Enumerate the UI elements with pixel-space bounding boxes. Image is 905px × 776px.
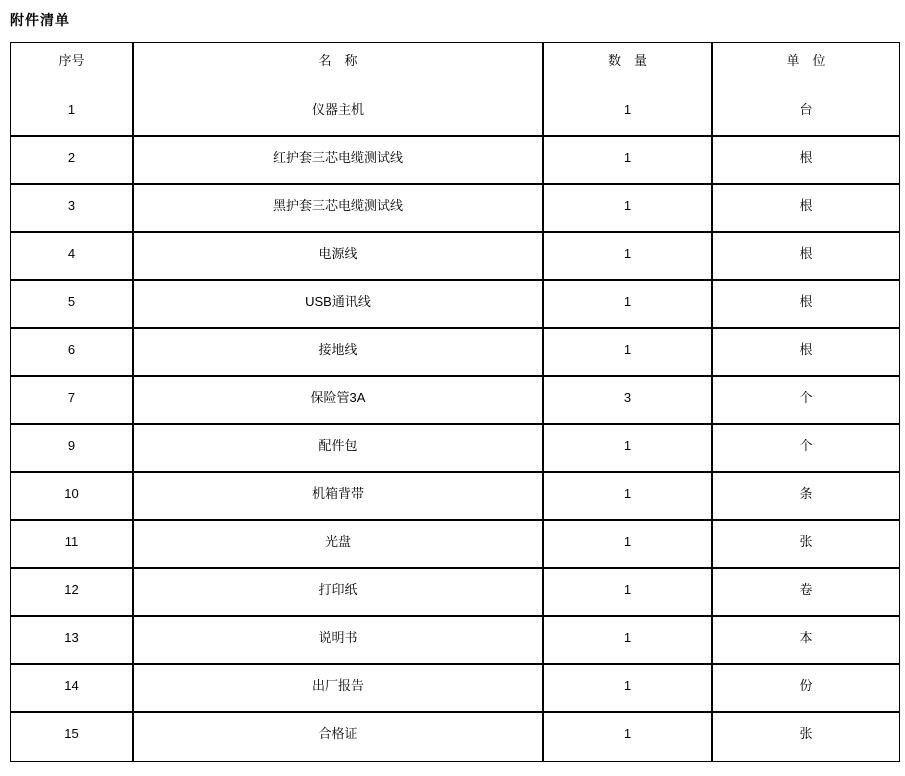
serial-cell: 14	[11, 665, 134, 713]
table-row	[11, 473, 899, 521]
unit-cell: 根	[713, 281, 899, 329]
unit-cell: 条	[713, 473, 899, 521]
serial-cell: 1	[11, 89, 134, 137]
serial-cell: 15	[11, 713, 134, 761]
unit-cell: 个	[713, 425, 899, 473]
table-row	[11, 377, 899, 425]
serial-cell: 2	[11, 137, 134, 185]
table-header-row	[11, 43, 899, 89]
unit-cell: 根	[713, 185, 899, 233]
table-row	[11, 425, 899, 473]
quantity-cell: 1	[544, 665, 713, 713]
table-row	[11, 569, 899, 617]
quantity-cell: 1	[544, 89, 713, 137]
unit-cell: 根	[713, 233, 899, 281]
table-row	[11, 521, 899, 569]
header-name: 名 称	[134, 43, 544, 89]
table-row	[11, 185, 899, 233]
name-cell: 仪器主机	[134, 89, 544, 137]
name-cell: 黑护套三芯电缆测试线	[134, 185, 544, 233]
quantity-cell: 3	[544, 377, 713, 425]
table-row	[11, 137, 899, 185]
name-cell: 光盘	[134, 521, 544, 569]
name-cell: 红护套三芯电缆测试线	[134, 137, 544, 185]
unit-cell: 根	[713, 329, 899, 377]
unit-cell: 份	[713, 665, 899, 713]
serial-cell: 3	[11, 185, 134, 233]
serial-cell: 11	[11, 521, 134, 569]
name-cell: USB通讯线	[134, 281, 544, 329]
serial-cell: 4	[11, 233, 134, 281]
quantity-cell: 1	[544, 137, 713, 185]
quantity-cell: 1	[544, 425, 713, 473]
unit-cell: 卷	[713, 569, 899, 617]
header-serial: 序号	[11, 43, 134, 89]
serial-cell: 5	[11, 281, 134, 329]
page-title: 附件清单	[10, 12, 70, 28]
name-cell: 出厂报告	[134, 665, 544, 713]
quantity-cell: 1	[544, 233, 713, 281]
name-cell: 说明书	[134, 617, 544, 665]
name-cell: 机箱背带	[134, 473, 544, 521]
quantity-cell: 1	[544, 713, 713, 761]
unit-cell: 张	[713, 521, 899, 569]
serial-cell: 12	[11, 569, 134, 617]
quantity-cell: 1	[544, 185, 713, 233]
table-row	[11, 665, 899, 713]
table-row	[11, 713, 899, 761]
table-row	[11, 329, 899, 377]
name-cell: 打印纸	[134, 569, 544, 617]
name-cell: 电源线	[134, 233, 544, 281]
table-row	[11, 233, 899, 281]
table-row	[11, 617, 899, 665]
serial-cell: 10	[11, 473, 134, 521]
unit-cell: 个	[713, 377, 899, 425]
name-cell: 接地线	[134, 329, 544, 377]
serial-cell: 6	[11, 329, 134, 377]
unit-cell: 根	[713, 137, 899, 185]
quantity-cell: 1	[544, 281, 713, 329]
unit-cell: 张	[799, 726, 813, 741]
name-cell: 合格证	[134, 713, 544, 761]
serial-cell: 7	[11, 377, 134, 425]
quantity-cell: 1	[544, 569, 713, 617]
serial-cell: 13	[11, 617, 134, 665]
unit-cell: 本	[713, 617, 899, 665]
unit-cell: 台	[713, 89, 899, 137]
quantity-cell: 1	[544, 473, 713, 521]
name-cell: 配件包	[134, 425, 544, 473]
quantity-cell: 1	[544, 521, 713, 569]
quantity-cell: 1	[544, 329, 713, 377]
quantity-cell: 1	[544, 617, 713, 665]
name-cell: 保险管3A	[134, 377, 544, 425]
table-row	[11, 281, 899, 329]
serial-cell: 9	[11, 425, 134, 473]
table-row	[11, 89, 899, 137]
header-quantity: 数 量	[544, 43, 713, 89]
header-unit: 单 位	[786, 53, 826, 68]
accessories-table	[10, 42, 900, 762]
